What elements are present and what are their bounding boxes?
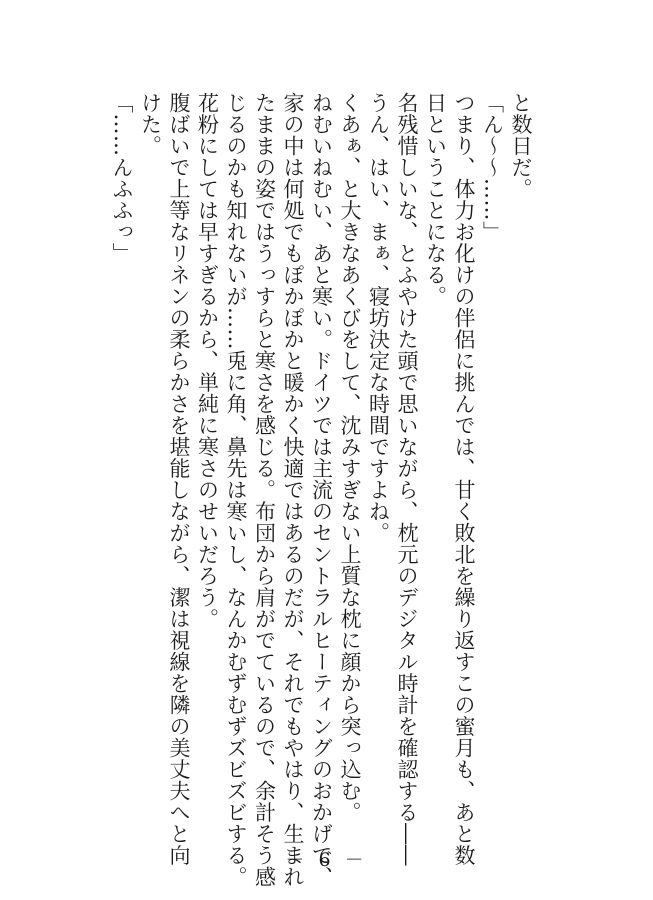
text-line: じるのかも知れないが……兎に角、鼻先は寒いし、なんかむずむずズビズビする。 (224, 92, 248, 888)
text-line: けた。 (138, 92, 163, 157)
text-line: 名残惜しいな、とふやけた頭で思いながら、枕元のデジタル時計を確認する―― (395, 92, 419, 866)
text-line: つまり、体力お化けの伴侶に挑んでは、甘く敗北を繰り返すこの蜜月も、あと数 (452, 92, 476, 866)
text-line: うん、はい、まぁ、寝坊決定な時間ですよね。 (366, 92, 391, 544)
text-line: ねむいねむい、あと寒い。ドイツでは主流のセントラルヒーティングのおかげで、 (309, 92, 334, 888)
text-line: 「ん～～……」 (480, 92, 505, 243)
text-line: 花粉にしては早すぎるから、単純に寒さのせいだろう。 (195, 92, 220, 630)
text-line: 日ということになる。 (423, 92, 448, 307)
text-line: と数日だ。 (509, 92, 533, 200)
page-number: － 6 － (285, 849, 368, 871)
text-line: 「……んふふっ」 (110, 92, 134, 264)
text-line: 腹ばいで上等なリネンの柔らかさを堪能しながら、潔は視線を隣の美丈夫へと向 (167, 92, 191, 866)
text-line: 家の中は何処でもぽかぽかと暖かく快適ではあるのだが、それでもやはり、生まれ (281, 92, 305, 888)
text-line: くあぁ、と大きなあくびをして、沈みすぎない上質な枕に顔から突っ込む。 (338, 92, 362, 823)
vertical-text-body (108, 92, 536, 888)
text-line: たままの姿ではうっすらと寒さを感じる。布団から肩がでているので、余計そう感 (252, 92, 277, 888)
